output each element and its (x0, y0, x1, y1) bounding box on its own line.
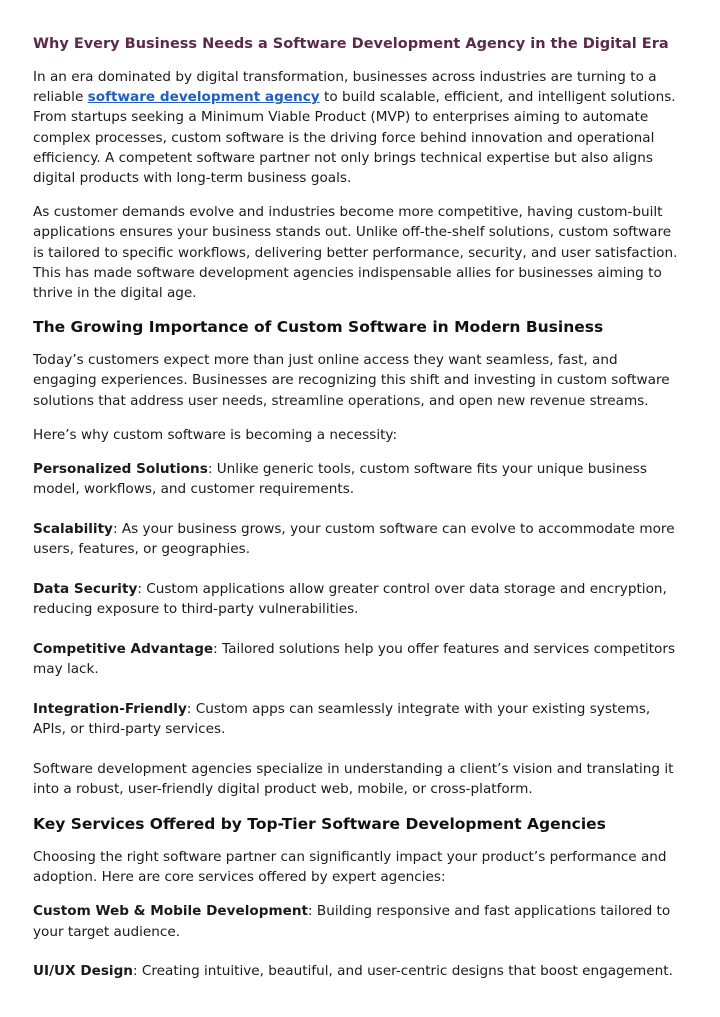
list-item-term: Custom Web & Mobile Development (33, 903, 309, 920)
list-item-text: : Creating intuitive, beautiful, and user-centric designs that boost engagement. (132, 963, 673, 980)
intro-paragraph-2: As customer demands evolve and industries become more competitive, having custom-built applications ensures your business stands out. Unlike off-the-shelf solutions, custom software is tailored to specific workflows, delivering better performance, security, and user satisfaction. This has made software development agencies indispensable allies for businesses aiming to thrive in the digital age. (33, 204, 678, 302)
list-item-term: Competitive Advantage (33, 640, 214, 657)
list-item-personalized-solutions (33, 459, 684, 499)
list-item-term: Data Security (33, 580, 138, 597)
intro-paragraph-1 (33, 67, 684, 188)
intro-text-after-link: to build scalable, efficient, and intelligent solutions. From startups seeking a Minimum Viable Product (MVP) to enterprises aiming to automate complex processes, custom software is the driving force behind innovation and operational efficiency. A competent software partner not only brings technical expertise but also aligns digital products with long-term business goals. (33, 89, 676, 187)
list-item-scalability (33, 519, 684, 559)
list-item-text: : Tailored solutions help you offer features and services competitors may lack. (33, 640, 676, 677)
section1-paragraph-2: Here’s why custom software is becoming a necessity: (33, 426, 398, 443)
list-item-text: : Building responsive and fast applications tailored to your target audience. (33, 903, 671, 940)
list-item-text: : Custom apps can seamlessly integrate with your existing systems, APIs, or third-party services. (33, 700, 651, 737)
list-item-term: UI/UX Design (33, 963, 133, 980)
list-item-ui-ux-design (33, 961, 684, 981)
list-item-competitive-advantage (33, 639, 684, 679)
section-heading-key-services: Key Services Offered by Top-Tier Software Development Agencies (33, 814, 606, 833)
list-item-text: : Custom applications allow greater control over data storage and encryption, reducing exposure to third-party vulnerabilities. (33, 580, 667, 618)
section-heading-custom-software: The Growing Importance of Custom Software in Modern Business (33, 318, 604, 337)
intro-text-before-link: In an era dominated by digital transformation, businesses across industries are turning to a reliable (33, 69, 657, 106)
list-item-term: Integration-Friendly (33, 700, 187, 717)
list-item-term: Scalability (33, 520, 113, 537)
list-item-custom-web-mobile-development (33, 901, 684, 941)
list-item-term: Personalized Solutions (33, 461, 208, 478)
list-item-data-security (33, 579, 684, 619)
section1-paragraph-1: Today’s customers expect more than just online access they want seamless, fast, and engaging experiences. Businesses are recognizing this shift and investing in custom software solutions that address user needs, streamline operations, and open new revenue streams. (33, 352, 670, 409)
software-development-agency-link[interactable]: software development agency (87, 89, 320, 106)
list-item-text: : Unlike generic tools, custom software fits your unique business model, workflows, and customer requirements. (33, 461, 647, 498)
section1-closing-paragraph: Software development agencies specialize in understanding a client’s vision and translating it into a robust, user-friendly digital product web, mobile, or cross-platform. (33, 760, 674, 797)
list-item-integration-friendly (33, 699, 684, 739)
article-title: Why Every Business Needs a Software Development Agency in the Digital Era (33, 36, 669, 52)
section2-paragraph-1: Choosing the right software partner can significantly impact your product’s performance and adoption. Here are core services offered by expert agencies: (33, 848, 667, 886)
list-item-text: : As your business grows, your custom software can evolve to accommodate more users, features, or geographies. (33, 520, 675, 558)
